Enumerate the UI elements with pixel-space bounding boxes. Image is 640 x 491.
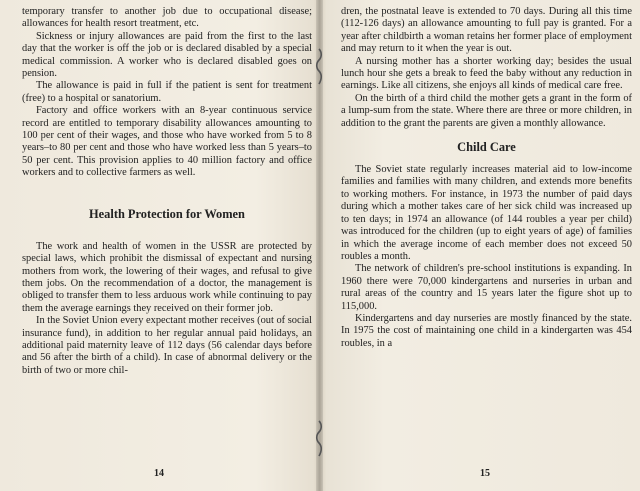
staple-icon [315,48,323,86]
paragraph: temporary transfer to another job due to occupational disease; allowances for health resort treatment, etc. [22,6,312,30]
paragraph: A nursing mother has a shorter working day; besides the usual lunch hour she gets a break to feed the baby without any reduction in earnings. Like all citizens, she enjoys all kinds of medical care free. [341,55,632,92]
paragraph: The network of children's pre-school institutions is expanding. In 1960 there were 70,000 kindergartens and nurseries in urban and rural areas of the country and 15 years later the figure shot up to 115,000. [341,263,632,312]
paragraph: Factory and office workers with an 8-year continuous service record are entitled to temporary disability allowances amounting to 100 per cent of their wages, and those who have worked from 5 to 8 years–to 80 per cent and those who have worked less than 5 years–to 50 per cent. This provision applies to 40 million factory and office workers and to collective farmers as well. [22,105,312,179]
paragraph: Sickness or injury allowances are paid from the first to the last day that the worker is off the job or is declared disabled by a special medical commission. A worker who is declared disabled goes on pension. [22,30,312,80]
paragraph: Kindergartens and day nurseries are mostly financed by the state. In 1975 the cost of maintaining one child in a kindergarten was 454 roubles, in a [341,312,632,349]
paragraph: In the Soviet Union every expectant mother receives (out of social insurance fund), in addition to her regular annual paid holidays, an additional paid maternity leave of 112 days (56 calendar days before and 56 after the birth of a child). In case of abnormal delivery or the birth of two or more chil- [22,315,312,376]
paragraph: The allowance is paid in full if the patient is sent for treatment (free) to a hospital or sanatorium. [22,80,312,104]
paragraph: The Soviet state regularly increases material aid to low-income families and families with many children, and extends more benefits to working mothers. For instance, in 1973 the number of paid days during which a mother takes care of her sick child was increased up to ten days; in 1974 an allowance (of 144 roubles a year per child) was introduced for the children (up to eight years of age) of families in which the average income of each member does not exceed 50 roubles a month. [341,164,632,262]
paragraph: The work and health of women in the USSR are protected by special laws, which prohibit the dismissal of expectant and nursing mothers from work, the lowering of their wages, and refusal to give them jobs. On the recommendation of a doctor, the management is obliged to transfer them to less arduous work while continuing to pay them the average earnings they received on their former job. [22,240,312,314]
page-number: 15 [480,467,490,479]
paragraph: On the birth of a third child the mother gets a grant in the form of a lump-sum from the state. Where there are three or more children, in addition to the grant the parents are given a monthly allowance. [341,92,632,129]
left-page [0,0,318,491]
right-page [323,0,640,491]
section-heading: Child Care [457,140,516,155]
section-heading: Health Protection for Women [89,206,245,221]
page-number: 14 [154,467,164,479]
paragraph: dren, the postnatal leave is extended to 70 days. During all this time (112-126 days) an allowance amounting to full pay is granted. For a year after childbirth a woman retains her former place of employment and may return to it when the year is out. [341,6,632,55]
staple-icon [315,420,323,458]
